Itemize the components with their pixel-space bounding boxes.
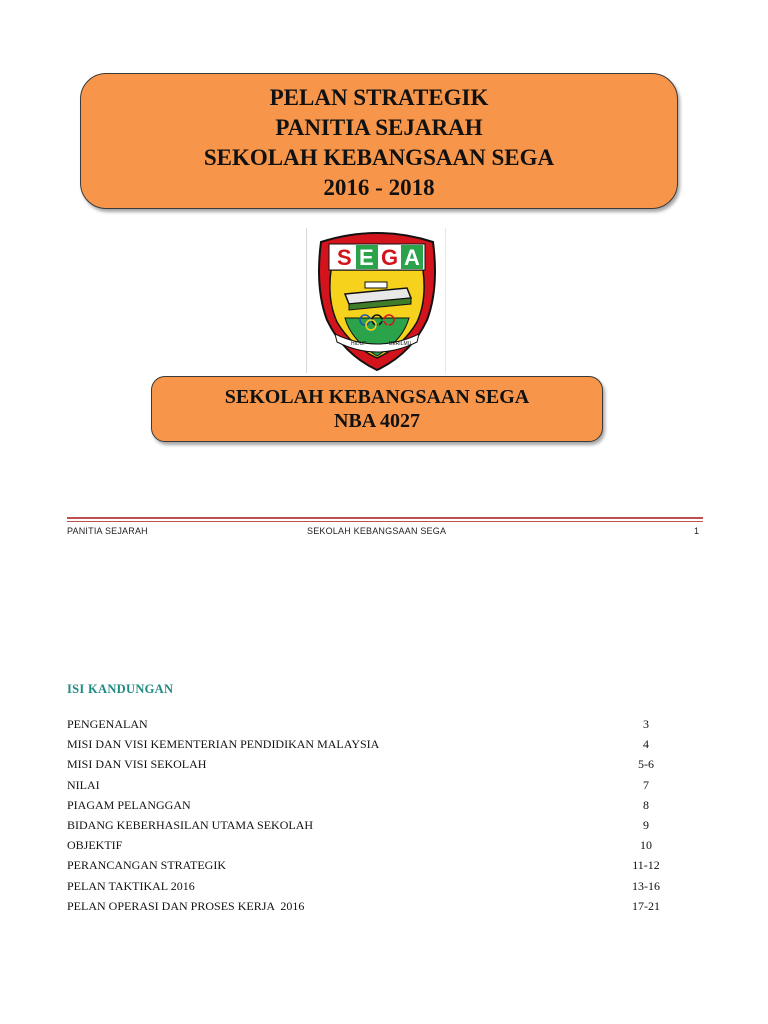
toc-item-label: MISI DAN VISI KEMENTERIAN PENDIDIKAN MALAYSIA — [67, 737, 380, 752]
toc-item[interactable] — [67, 734, 667, 754]
toc-list — [67, 714, 667, 916]
toc-item[interactable] — [67, 876, 667, 896]
title-line-1: PELAN STRATEGIK — [269, 85, 489, 110]
footer-page-number: 1 — [694, 526, 700, 536]
footer-rule — [67, 517, 703, 519]
toc-item-page: 11-12 — [632, 858, 660, 873]
title-banner — [80, 73, 678, 209]
toc-item[interactable] — [67, 815, 667, 835]
svg-text:A: A — [404, 245, 420, 270]
toc-item-page: 5-6 — [638, 757, 654, 772]
toc-item-label: NILAI — [67, 777, 100, 792]
school-logo — [306, 228, 446, 373]
toc-item-label: PELAN TAKTIKAL 2016 — [67, 878, 195, 893]
toc-item-label: PENGENALAN — [67, 717, 148, 731]
school-code: NBA 4027 — [333, 410, 421, 432]
svg-text:HIDUP: HIDUP — [351, 341, 367, 347]
toc-item-label: OBJEKTIF — [67, 838, 123, 853]
footer-center: SEKOLAH KEBANGSAAN SEGA — [307, 526, 447, 536]
toc-item-page: 9 — [643, 817, 649, 832]
title-line-4: 2016 - 2018 — [323, 175, 435, 200]
toc-item-page: 3 — [643, 717, 649, 731]
svg-text:E: E — [359, 245, 374, 270]
footer-rule-thin — [67, 521, 703, 522]
toc-item-page: 17-21 — [632, 898, 660, 913]
toc-item-label: MISI DAN VISI SEKOLAH — [67, 757, 207, 772]
school-crest-icon — [307, 228, 447, 373]
toc-item[interactable] — [67, 775, 667, 795]
svg-text:S: S — [337, 245, 352, 270]
toc-item-label: PERANCANGAN STRATEGIK — [67, 858, 227, 873]
svg-text:G: G — [381, 245, 399, 270]
toc-item[interactable] — [67, 896, 667, 916]
title-line-2: PANITIA SEJARAH — [275, 115, 483, 140]
toc-item-page: 13-16 — [632, 878, 660, 893]
school-name: SEKOLAH KEBANGSAAN SEGA — [224, 386, 530, 408]
toc-item[interactable] — [67, 795, 667, 815]
toc-item[interactable] — [67, 835, 667, 855]
toc-item-page: 4 — [643, 737, 649, 752]
toc-item[interactable] — [67, 714, 667, 734]
toc-heading: ISI KANDUNGAN — [67, 682, 174, 696]
svg-text:BERILMU: BERILMU — [389, 341, 412, 347]
toc-item-page: 10 — [640, 838, 652, 853]
title-line-3: SEKOLAH KEBANGSAAN SEGA — [203, 145, 555, 170]
toc-item-page: 7 — [643, 777, 649, 792]
school-banner — [151, 376, 603, 442]
footer-left: PANITIA SEJARAH — [67, 526, 148, 536]
toc-item-page: 8 — [643, 797, 649, 812]
toc-item[interactable] — [67, 855, 667, 875]
toc-item-label: PELAN OPERASI DAN PROSES KERJA 2016 — [67, 898, 305, 913]
toc-item-label: BIDANG KEBERHASILAN UTAMA SEKOLAH — [67, 817, 314, 832]
toc-item[interactable] — [67, 754, 667, 774]
toc-item-label: PIAGAM PELANGGAN — [67, 797, 191, 812]
